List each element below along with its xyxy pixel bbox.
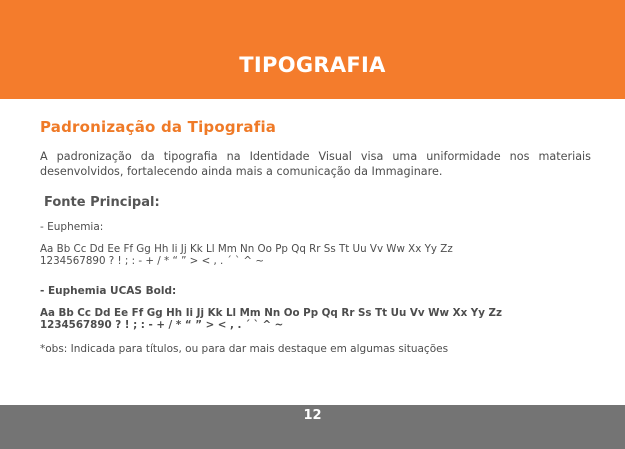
bold-font-label: - Euphemia UCAS Bold: [40, 285, 177, 297]
bold-alphabet: Aa Bb Cc Dd Ee Ff Gg Hh Ii Jj Kk Ll Mm Nn Oo Pp Qq Rr Ss Tt Uu Vv Ww Xx Yy Zz [40, 307, 503, 319]
page-title: TIPOGRAFIA [239, 52, 386, 77]
regular-alphabet: Aa Bb Cc Dd Ee Ff Gg Hh Ii Jj Kk Ll Mm Nn Oo Pp Qq Rr Ss Tt Uu Vv Ww Xx Yy Zz [40, 243, 453, 255]
regular-font-label: - Euphemia: [40, 221, 104, 233]
section-heading: Padronização da Tipografia [40, 118, 277, 136]
observation-note: *obs: Indicada para títulos, ou para dar mais destaque em algumas situações [40, 343, 449, 355]
page-header [0, 0, 625, 99]
page-footer [0, 405, 625, 449]
regular-font-sample [40, 243, 591, 267]
main-content [40, 118, 591, 355]
page-number: 12 [303, 408, 322, 423]
fonte-principal-heading: Fonte Principal: [44, 195, 160, 210]
bold-font-sample [40, 307, 591, 331]
intro-paragraph: A padronização da tipografia na Identidade Visual visa uma uniformidade nos materiais desenvolvidos, fortalecendo ainda mais a comunicação da Immaginare. [40, 150, 591, 178]
bold-symbols: 1234567890 ? ! ; : - + / * “ ” > < , . ´ ` ^ ~ [40, 319, 284, 331]
regular-symbols: 1234567890 ? ! ; : - + / * “ ” > < , . ´ ` ^ ~ [40, 255, 264, 267]
